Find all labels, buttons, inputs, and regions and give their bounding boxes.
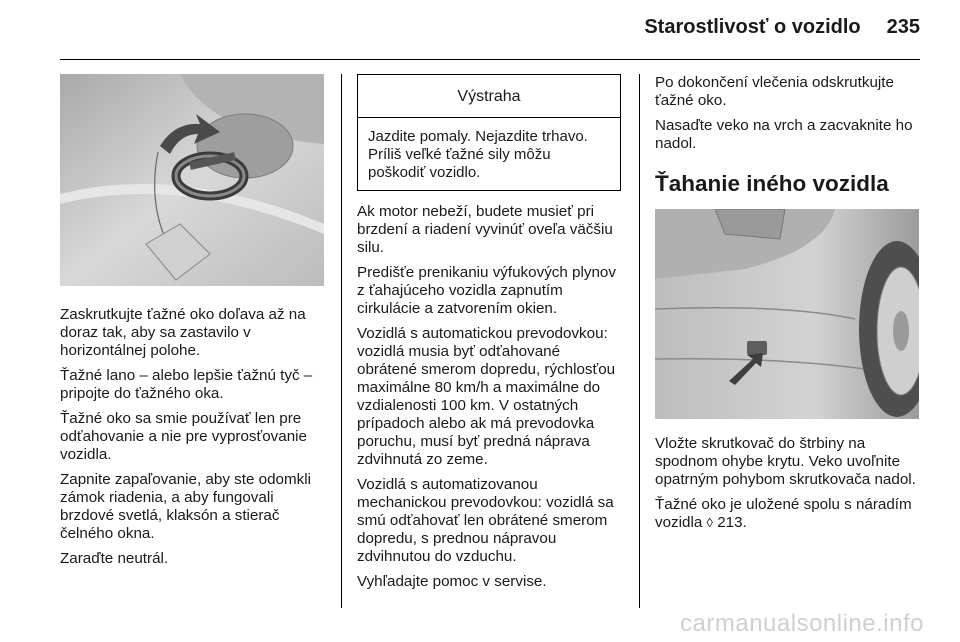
rear-bumper-drawing bbox=[655, 209, 919, 419]
warning-body: Jazdite pomaly. Nejazdite trhavo. Príliš veľké ťažné sily môžu poškodiť vozidlo. bbox=[368, 128, 588, 181]
paragraph: Zapnite zapaľovanie, aby ste odomkli zámok riadenia, a aby fungovali brzdové svetlá, klaksón a stierač čelného okna. bbox=[60, 471, 311, 542]
warning-box bbox=[357, 74, 621, 191]
paragraph-with-reference bbox=[655, 496, 919, 532]
header-rule bbox=[60, 59, 920, 60]
paragraph: Ťažné lano – alebo lepšie ťažnú tyč – pripojte do ťažného oka. bbox=[60, 367, 313, 402]
paragraph: Ťažné oko sa smie používať len pre odťahovanie a nie pre vyprosťovanie vozidla. bbox=[60, 410, 307, 463]
paragraph: Vyhľadajte pomoc v servise. bbox=[357, 573, 547, 590]
tow-eye-illustration bbox=[60, 74, 324, 286]
page-number: 235 bbox=[886, 16, 920, 38]
page-reference-link[interactable]: 213. bbox=[717, 514, 747, 531]
column-2 bbox=[357, 74, 621, 598]
arrow-ref-icon: ◊ bbox=[706, 515, 713, 530]
rear-bumper-illustration bbox=[655, 209, 919, 419]
column-divider-1 bbox=[341, 74, 342, 608]
paragraph: Nasaďte veko na vrch a zacvaknite ho nadol. bbox=[655, 117, 913, 152]
reference-text: Ťažné oko je uložené spolu s náradím vozidla bbox=[655, 496, 912, 531]
warning-title: Výstraha bbox=[358, 75, 620, 118]
paragraph: Predišťe prenikaniu výfukových plynov z ťahajúceho vozidla zapnutím cirkulácie a zatvorením okien. bbox=[357, 264, 616, 317]
watermark: carmanualsonline.info bbox=[680, 610, 924, 637]
section-heading: Ťahanie iného vozidla bbox=[655, 171, 889, 196]
paragraph: Vozidlá s automatickou prevodovkou: vozidlá musia byť odťahované obrátené smerom dopredu, rýchlosťou maximálne 80 km/h a maximálne do vzdialenosti 100 km. V ostatných prípadoch alebo ak má prevodovka poruchu, musí byť predná náprava zdvihnutá zo zeme. bbox=[357, 325, 616, 468]
paragraph: Po dokončení vlečenia odskrutkujte ťažné oko. bbox=[655, 74, 894, 109]
paragraph: Zaraďte neutrál. bbox=[60, 550, 169, 567]
page-title: Starostlivosť o vozidlo bbox=[644, 16, 861, 38]
paragraph: Vozidlá s automatizovanou mechanickou prevodovkou: vozidlá sa smú odťahovať len obrátené smerom dopredu, s prednou nápravou zdvihnutou do vzduchu. bbox=[357, 476, 614, 565]
column-1 bbox=[60, 74, 324, 575]
tow-eye-drawing bbox=[60, 74, 324, 286]
column-3 bbox=[655, 74, 919, 539]
paragraph: Vložte skrutkovač do štrbiny na spodnom ohybe krytu. Veko uvoľnite opatrným pohybom skrutkovača nadol. bbox=[655, 435, 916, 488]
paragraph: Zaskrutkujte ťažné oko doľava až na doraz tak, aby sa zastavilo v horizontálnej polohe. bbox=[60, 306, 306, 359]
paragraph: Ak motor nebeží, budete musieť pri brzdení a riadení vyvinúť oveľa väčšiu silu. bbox=[357, 203, 613, 256]
column-divider-2 bbox=[639, 74, 640, 608]
page-header bbox=[60, 16, 920, 46]
